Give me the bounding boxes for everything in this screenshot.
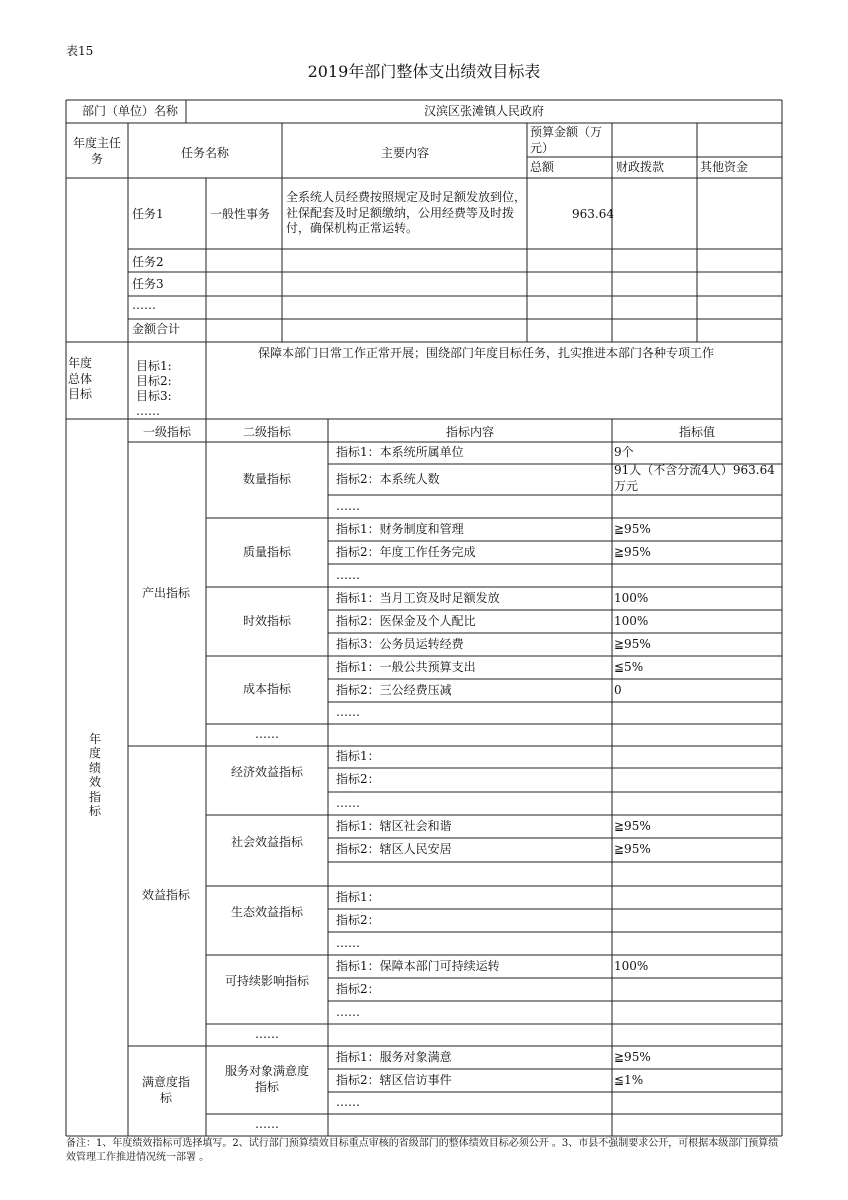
indicator-value: ≧95% <box>614 521 651 536</box>
level2-label: 服务对象满意度指标 <box>224 1064 309 1094</box>
level2-label: 成本指标 <box>242 682 291 696</box>
dept-label: 部门（单位）名称 <box>82 104 179 118</box>
level2-label: …… <box>255 727 279 741</box>
indicator-value: ≧95% <box>614 544 651 559</box>
indicator-content: 指标2： <box>336 981 380 996</box>
level2-header: 二级指标 <box>242 425 291 439</box>
indicator-content: 指标2：辖区信访事件 <box>336 1072 452 1087</box>
indicator-content: 指标2：辖区人民安居 <box>336 842 452 856</box>
indicator-value: 100% <box>614 590 649 605</box>
indicator-value: ≧95% <box>614 842 651 856</box>
indicator-content: …… <box>336 1095 360 1109</box>
indicator-content: 指标1： <box>336 889 380 904</box>
indicator-content: 指标2：医保金及个人配比 <box>336 613 476 628</box>
indicator-value: ≧95% <box>614 1049 651 1064</box>
content-header: 主要内容 <box>380 146 429 160</box>
indicator-value: ≧95% <box>614 818 651 833</box>
indicator-content: …… <box>336 567 360 582</box>
indicator-content: 指标2：年度工作任务完成 <box>336 544 476 559</box>
goal-item: 目标1: <box>136 359 172 373</box>
goals-text: 保障本部门日常工作正常开展；围绕部门年度目标任务，扎实推进本部门各种专项工作 <box>258 346 715 360</box>
indicator-content: 指标1：辖区社会和谐 <box>336 818 452 833</box>
task-name: …… <box>132 298 156 312</box>
indicator-value: 100% <box>614 613 649 628</box>
indicator-content: 指标1：当月工资及时足额发放 <box>336 590 500 605</box>
indicator-content: 指标2：三公经费压减 <box>336 682 452 697</box>
task-content: 全系统人员经费按照规定及时足额发放到位，社保配套及时足额缴纳，公用经费等及时拨付，确保机构正常运转。 <box>286 190 527 236</box>
indicator-content: …… <box>336 1004 360 1019</box>
dept-value: 汉滨区张滩镇人民政府 <box>423 104 544 118</box>
indicator-content: 指标1：一般公共预算支出 <box>336 659 476 674</box>
indicator-content: 指标3：公务员运转经费 <box>336 636 464 651</box>
indicator-value: 0 <box>614 682 622 697</box>
sum-label: 金额合计 <box>132 322 181 336</box>
level2-label: 生态效益指标 <box>230 904 303 919</box>
goal-item: 目标3: <box>136 389 172 403</box>
perf-label: 年度绩效指标 <box>88 732 101 818</box>
indicator-content: …… <box>336 795 360 810</box>
level2-label: 质量指标 <box>242 544 291 559</box>
main-task-header: 年度主任务 <box>72 136 121 166</box>
level2-label: 社会效益指标 <box>230 834 303 849</box>
finance-header: 财政拨款 <box>616 160 665 174</box>
indicator-content: …… <box>336 705 360 719</box>
task-name-header: 任务名称 <box>180 146 229 160</box>
indicator-content: 指标1：服务对象满意 <box>336 1049 452 1064</box>
task-subname: 一般性事务 <box>210 207 271 221</box>
indicator-content: 指标1：本系统所属单位 <box>336 445 464 459</box>
value-col-header: 指标值 <box>678 425 715 439</box>
level2-label: 时效指标 <box>242 613 291 628</box>
level2-label: 可持续影响指标 <box>224 973 309 988</box>
indicator-value: ≦1% <box>614 1072 644 1087</box>
indicator-content: 指标1： <box>336 749 380 763</box>
goals-label: 年度总体目标 <box>68 356 93 402</box>
indicator-content: 指标2： <box>336 912 380 927</box>
task-name: 任务2 <box>132 255 164 269</box>
indicator-content: 指标1：财务制度和管理 <box>336 521 464 536</box>
indicator-value: 91人（不含分流4人）963.64万元 <box>614 463 775 493</box>
level2-label: 经济效益指标 <box>230 764 303 779</box>
indicator-value: 9个 <box>614 445 634 459</box>
footnote: 备注：1、年度绩效指标可选择填写。2、试行部门预算绩效目标重点审核的省级部门的整体绩效目标必须公开 。3、市县不强制要求公开，可根据本级部门预算绩效管理工作推进情况统一部署 。 <box>66 1138 779 1163</box>
goal-item: 目标2: <box>136 374 172 388</box>
page-title: 2019年部门整体支出绩效目标表 <box>307 62 541 81</box>
indicator-value: 100% <box>614 958 649 973</box>
table-number: 表15 <box>66 44 94 58</box>
indicator-content: …… <box>336 935 360 950</box>
level1-header: 一级指标 <box>142 425 191 439</box>
budget-header: 预算金额（万元） <box>530 125 603 155</box>
goal-item: …… <box>136 404 160 418</box>
content-col-header: 指标内容 <box>445 425 494 439</box>
total-header: 总额 <box>530 160 555 174</box>
level1-label: 效益指标 <box>141 888 190 902</box>
task-total: 963.64 <box>572 207 614 221</box>
indicator-value: ≧95% <box>614 636 651 651</box>
level1-label: 满意度指标 <box>141 1075 190 1105</box>
other-header: 其他资金 <box>700 160 749 174</box>
level2-label: 数量指标 <box>242 472 291 486</box>
indicator-content: …… <box>336 498 360 513</box>
level1-label: 产出指标 <box>141 586 190 600</box>
indicator-content: 指标2： <box>336 772 380 786</box>
task-name: 任务1 <box>132 207 164 221</box>
indicator-content: 指标2：本系统人数 <box>336 471 440 486</box>
level2-label: …… <box>255 1027 279 1041</box>
indicator-content: 指标1：保障本部门可持续运转 <box>336 958 500 973</box>
level2-label: …… <box>255 1117 279 1131</box>
task-name: 任务3 <box>132 277 164 291</box>
indicator-value: ≦5% <box>614 659 644 674</box>
